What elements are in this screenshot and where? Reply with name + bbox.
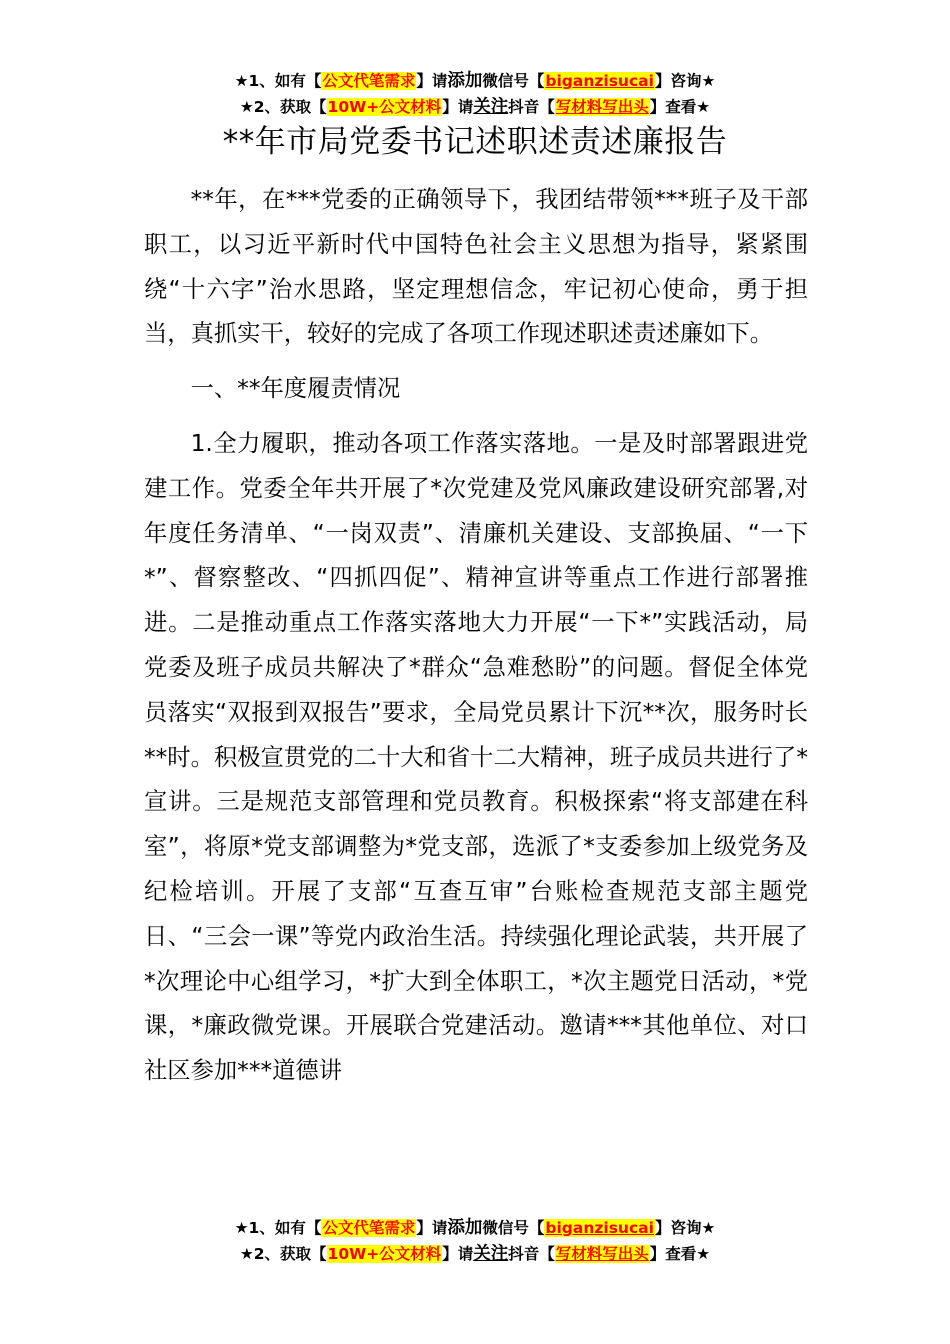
banner-emphasis: 关注 xyxy=(473,97,509,117)
banner-text: 】查看★ xyxy=(649,98,711,116)
banner-text: 】咨询★ xyxy=(654,72,716,90)
banner-text: 抖音【 xyxy=(508,98,555,116)
banner-text: ★2、获取【 xyxy=(239,1245,327,1263)
banner-text: 】请 xyxy=(416,72,448,90)
banner-text: ★2、获取【 xyxy=(239,98,327,116)
highlight-materials: 10W+公文材料 xyxy=(327,1245,442,1263)
highlight-service: 公文代笔需求 xyxy=(322,1219,416,1237)
banner-text: 】请 xyxy=(416,1219,448,1237)
banner-line-2 xyxy=(0,1241,950,1267)
highlight-materials: 10W+公文材料 xyxy=(327,98,442,116)
wechat-id-link[interactable]: biganzisucai xyxy=(545,1219,654,1237)
banner-line-1 xyxy=(0,68,950,94)
section-heading: 一、**年度履责情况 xyxy=(190,375,401,403)
paragraph-intro: **年，在***党委的正确领导下，我团结带领***班子及干部职工，以习近平新时代中国特色社会主义思想为指导，紧紧围绕“十六字”治水思路，坚定理想信念，牢记初心使命，勇于担当，真抓实干，较好的完成了各项工作现述职述责述廉如下。 xyxy=(144,186,808,348)
footer-banner xyxy=(0,1215,950,1267)
document-body xyxy=(144,178,808,1094)
banner-text: ★1、如有【 xyxy=(234,1219,322,1237)
banner-text: 抖音【 xyxy=(508,1245,555,1263)
banner-emphasis: 关注 xyxy=(473,1244,509,1264)
banner-text: 微信号【 xyxy=(482,72,545,90)
header-banner xyxy=(0,68,950,120)
banner-emphasis: 添加 xyxy=(447,1218,483,1238)
banner-text: 】咨询★ xyxy=(654,1219,716,1237)
banner-line-1 xyxy=(0,1215,950,1241)
banner-emphasis: 添加 xyxy=(447,71,483,91)
highlight-service: 公文代笔需求 xyxy=(322,72,416,90)
douyin-account-link[interactable]: 写材料写出头 xyxy=(555,98,649,116)
banner-text: 】请 xyxy=(442,1245,474,1263)
douyin-account-link[interactable]: 写材料写出头 xyxy=(555,1245,649,1263)
document-title: **年市局党委书记述职述责述廉报告 xyxy=(222,124,728,160)
banner-text: ★1、如有【 xyxy=(234,72,322,90)
banner-line-2 xyxy=(0,94,950,120)
banner-text: 微信号【 xyxy=(482,1219,545,1237)
banner-text: 】查看★ xyxy=(649,1245,711,1263)
wechat-id-link[interactable]: biganzisucai xyxy=(545,72,654,90)
paragraph-section-1: 1.全力履职，推动各项工作落实落地。一是及时部署跟进党建工作。党委全年共开展了*次党建及党风廉政建设研究部署,对年度任务清单、“一岗双责”、清廉机关建设、支部换届、“一下*”、督察整改、“四抓四促”、精神宣讲等重点工作进行部署推进。二是推动重点工作落实落地大力开展“一下*”实践活动，局党委及班子成员共解决了*群众“急难愁盼”的问题。督促全体党员落实“双报到双报告”要求，全局党员累计下沉**次，服务时长**时。积极宣贯党的二十大和省十二大精神，班子成员共进行了*宣讲。三是规范支部管理和党员教育。积极探索“将支部建在科室”，将原*党支部调整为*党支部，选派了*支委参加上级党务及纪检培训。开展了支部“互查互审”台账检查规范支部主题党日、“三会一课”等党内政治生活。持续强化理论武装，共开展了*次理论中心组学习，*扩大到全体职工，*次主题党日活动，*党课，*廉政微党课。开展联合党建活动。邀请***其他单位、对口社区参加***道德讲 xyxy=(144,429,808,1085)
banner-text: 】请 xyxy=(442,98,474,116)
